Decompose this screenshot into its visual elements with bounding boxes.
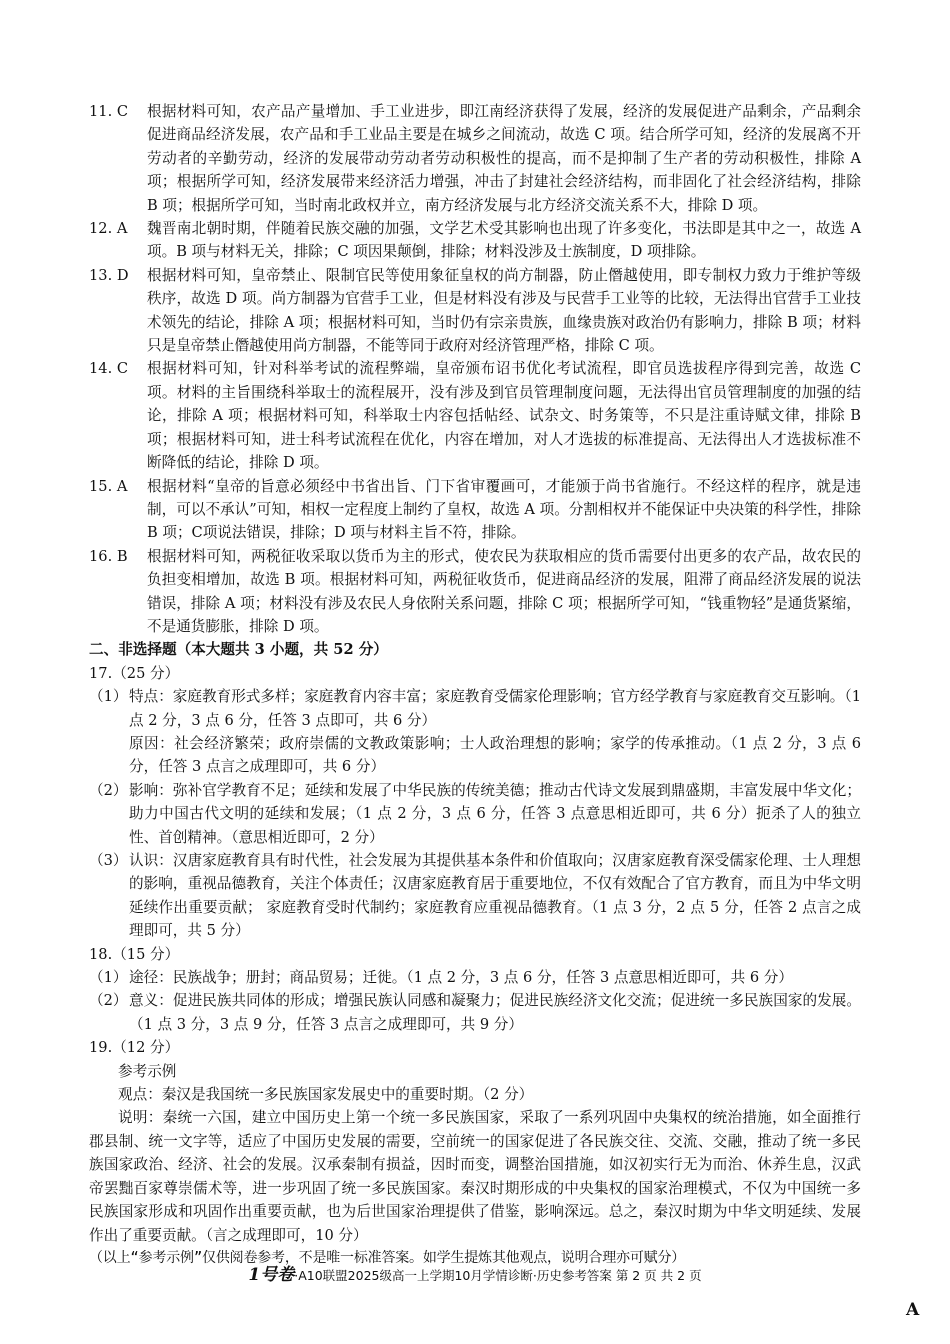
- question-number: 12. A: [89, 220, 128, 238]
- q19-viewpoint: 观点：秦汉是我国统一多民族国家发展史中的重要时期。（2 分）: [118, 1086, 534, 1104]
- part-text: 特点：家庭教育形式多样；家庭教育内容丰富；家庭教育受儒家伦理影响；官方经学教育与家庭教育交互影响。（1 点 2 分，3 点 6 分，任答 3 点即可，共 6 分）: [129, 688, 861, 729]
- q19-sample-label: 参考示例: [118, 1062, 177, 1080]
- choice-answer-16: [89, 545, 861, 639]
- section-title: 二、非选择题（本大题共 3 小题，共 52 分）: [89, 641, 388, 659]
- question-number: 15. A: [89, 477, 128, 495]
- part-label: （1）: [89, 969, 128, 987]
- answer-explanation: 根据材料可知，皇帝禁止、限制官民等使用象征皇权的尚方制器，防止僭越使用，即专制权力致力于维护等级秩序，故选 D 项。尚方制器为官营手工业，但是材料没有涉及与民营手工业等的比较，无法得出官营手工业技术领先的结论，排除 A 项；根据材料可知，当时仍有宗亲贵族，血缘贵族对政治仍有影响力，排除 B 项；材料只是皇帝禁止僭越使用尚方制器，不能等同于政府对经济管理严格，排除 C 项。: [147, 266, 861, 355]
- part-text: 认识：汉唐家庭教育具有时代性，社会发展为其提供基本条件和价值取向；汉唐家庭教育深受儒家伦理、士人理想的影响，重视品德教育，关注个体责任；汉唐家庭教育居于重要地位，不仅有效配合了官方教育，而且为中华文明延续作出重要贡献； 家庭教育受时代制约；家庭教育应重视品德教育。（1 点 3 分，2 点 5 分，任答 2 点言之成理即可，共 5 分）: [129, 852, 861, 940]
- version-mark: A: [906, 1300, 920, 1320]
- answer-document: [89, 100, 861, 1270]
- brand-logo: 1号卷: [248, 1265, 295, 1285]
- choice-answer-13: [89, 264, 861, 358]
- part-text: 途径：民族战争；册封；商品贸易；迁徙。（1 点 2 分，3 点 6 分，任答 3 点意思相近即可，共 6 分）: [129, 969, 793, 987]
- part-label: （1）: [89, 688, 128, 706]
- part-label: （2）: [89, 781, 128, 799]
- part-text: 影响：弥补官学教育不足；延续和发展了中华民族的传统美德；推动古代诗文发展到鼎盛期，丰富发展中华文化；助力中国古代文明的延续和发展；（1 点 2 分，3 点 6 分，任答 3 点意思相近即可，共 6 分）扼杀了人的独立性、首创精神。（意思相近即可，2 分）: [129, 781, 861, 846]
- question-number: 16. B: [89, 547, 128, 565]
- answer-explanation: 根据材料可知，两税征收采取以货币为主的形式，使农民为获取相应的货币需要付出更多的农产品，故农民的负担变相增加，故选 B 项。根据材料可知，两税征收货币，促进商品经济的发展，阻滞了商品经济发展的说法错误，排除 A 项；材料没有涉及农民人身依附关系问题，排除 C 项；根据所学可知，“钱重物轻”是通货紧缩，不是通货膨胀，排除 D 项。: [147, 547, 861, 635]
- answer-explanation: 根据材料“皇帝的旨意必须经中书省出旨、门下省审覆画可，才能颁于尚书省施行。不经这样的程序，就是违制，可以不承认”可知，相权一定程度上制约了皇权，故选 A 项。分割相权并不能保证中央决策的科学性，排除 B 项；C项说法错误，排除；D 项与材料主旨不符，排除。: [147, 477, 861, 542]
- question-number: 14. C: [89, 360, 129, 378]
- q17-part-1-continued: 原因：社会经济繁荣；政府崇儒的文教政策影响；士人政治理想的影响；家学的传承推动。（1 点 2 分，3 点 6 分，任答 3 点言之成理即可，共 6 分）: [129, 734, 861, 776]
- q19-heading: 19.（12 分）: [89, 1039, 180, 1057]
- choice-answer-14: [89, 357, 861, 474]
- part-text: 意义：促进民族共同体的形成；增强民族认同感和凝聚力；促进民族经济文化交流；促进统一多民族国家的发展。（1 点 3 分，3 点 9 分，任答 3 点言之成理即可，共 9 分）: [129, 992, 861, 1033]
- page-footer: [0, 1260, 950, 1285]
- q17-part-1: [89, 685, 861, 732]
- footer-text: ·A10联盟2025级高一上学期10月学情诊断·历史参考答案 第 2 页 共 2 页: [294, 1268, 702, 1283]
- answer-explanation: 魏晋南北朝时期，伴随着民族交融的加强，文学艺术受其影响也出现了许多变化，书法即是其中之一，故选 A 项。B 项与材料无关，排除；C 项因果颠倒，排除；材料没涉及士族制度，D 项排除。: [147, 220, 861, 261]
- choice-answer-11: [89, 100, 861, 217]
- q18-part-1: [89, 966, 861, 989]
- part-label: （2）: [89, 992, 128, 1010]
- q17-part-3: [89, 849, 861, 943]
- q19-grading-note: （以上“参考示例”仅供阅卷参考，不是唯一标准答案。如学生提炼其他观点，说明合理亦可赋分）: [89, 1249, 686, 1266]
- q17-part-2: [89, 779, 861, 849]
- choice-answer-12: [89, 217, 861, 264]
- answer-explanation: 根据材料可知，农产品产量增加、手工业进步，即江南经济获得了发展，经济的发展促进产品剩余，产品剩余促进商品经济发展，农产品和手工业品主要是在城乡之间流动，故选 C 项。结合所学可知，经济的发展离不开劳动者的辛勤劳动，经济的发展带动劳动者劳动积极性的提高，而不是抑制了生产者的劳动积极性，排除 A 项；根据所学可知，经济发展带来经济活力增强，冲击了封建社会经济结构，而非固化了社会经济结构，排除 B 项；根据所学可知，当时南北政权并立，南方经济发展与北方经济交流关系不大，排除 D 项。: [147, 103, 861, 214]
- part-label: （3）: [89, 852, 128, 869]
- question-number: 13. D: [89, 266, 129, 284]
- q18-part-2: [89, 989, 861, 1036]
- answer-explanation: 根据材料可知，针对科举考试的流程弊端，皇帝颁布诏书优化考试流程，即官员选拔程序得到完善，故选 C 项。材料的主旨围绕科举取士的流程展开，没有涉及到官员管理制度问题，无法得出官员管理制度的加强的结论，排除 A 项；根据材料可知，科举取士内容包括帖经、试杂文、时务策等，不只是注重诗赋文律，排除 B 项；根据材料可知，进士科考试流程在优化，内容在增加，对人才选拔的标准提高、无法得出人才选拔标准不断降低的结论，排除 D 项。: [147, 360, 861, 472]
- question-number: 11. C: [89, 103, 129, 120]
- q17-heading: 17.（25 分）: [89, 664, 180, 682]
- q18-heading: 18.（15 分）: [89, 945, 180, 963]
- choice-answer-15: [89, 475, 861, 545]
- q19-explanation: 说明：秦统一六国，建立中国历史上第一个统一多民族国家，采取了一系列巩固中央集权的统治措施，如全面推行郡县制、统一文字等，适应了中国历史发展的需要，空前统一的国家促进了各民族交往、交流、交融，推动了统一多民族国家政治、经济、社会的发展。汉承秦制有损益，因时而变，调整治国措施，如汉初实行无为而治、休养生息，汉武帝罢黜百家尊崇儒术等，进一步巩固了统一多民族国家。秦汉时期形成的中央集权的国家治理模式，不仅为中国统一多民族国家形成和巩固作出重要贡献，也为后世国家治理提供了借鉴，影响深远。总之，秦汉时期为中华文明延续、发展作出了重要贡献。（言之成理即可，10 分）: [89, 1109, 861, 1244]
